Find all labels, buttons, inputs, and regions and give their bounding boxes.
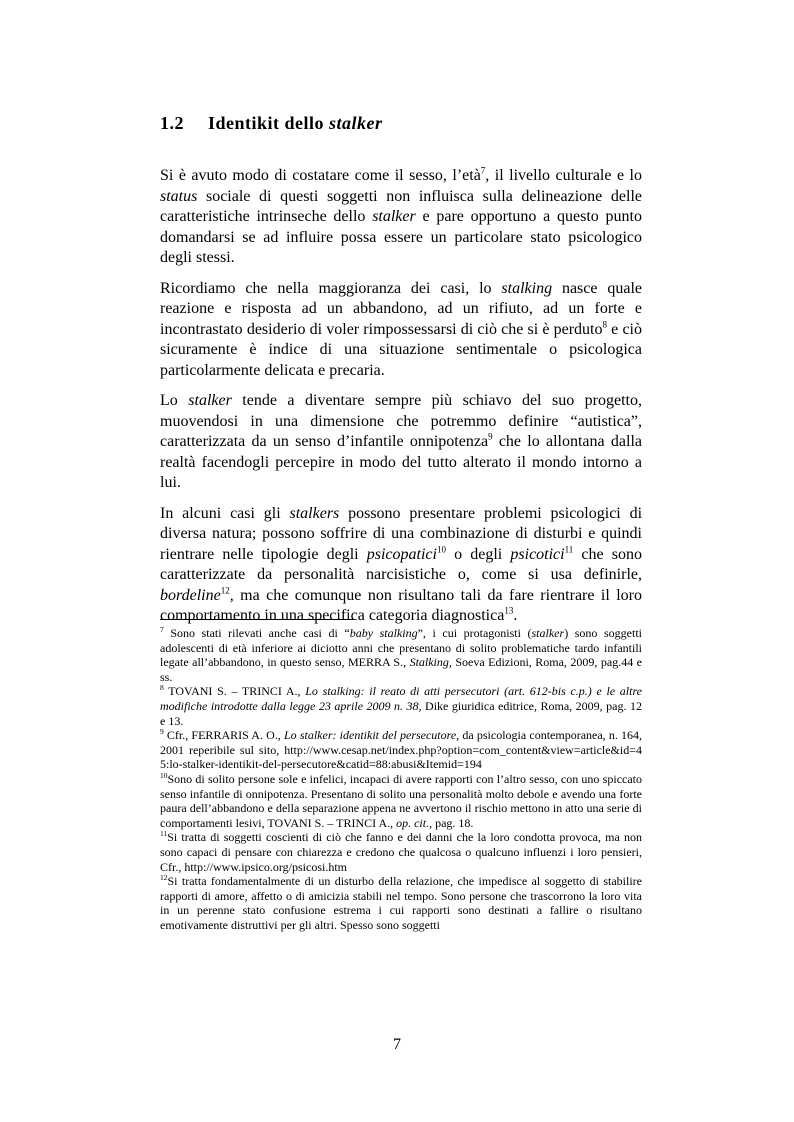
footnote-9: $^9$ Cfr., FERRARIS A. O., Lo stalker: identikit del persecutore, da psicologia contemporanea, n. 164, 2001 reperibile sul sito, http://www.cesap.net/index.php?option=com_content&view=article&id=45:lo-stalker-identikit-del-persecutore&catid=88:abusi&Itemid=194 — [160, 727, 643, 772]
footnote-ref: 7 — [480, 165, 486, 176]
paragraph: Ricordiamo che nella maggioranza dei casi, lo stalking nasce quale reazione e risposta ad un abbandono, ad un rifiuto, ad un forte e incontrastato desiderio di voler rimpossessarsi di ciò che si è perduto$^8$ e ciò sicuramente è indice di una situazione sentimentale o psicologica particolarmente delicata e precaria. — [160, 279, 642, 379]
footnote-ref: 11 — [564, 544, 574, 555]
section-number: 1.2 — [160, 113, 184, 133]
paragraph: Si è avuto modo di costatare come il sesso, l’età$^7$, il livello culturale e lo status sociale di questi soggetti non influisca sulla delineazione delle caratteristiche intrinseche dello stalker e pare opportuno a questo punto domandarsi se ad influire possa essere un particolare stato psicologico degli stessi. — [160, 165, 643, 266]
page-number: 7 — [393, 1036, 401, 1053]
body-text — [160, 166, 642, 637]
footnote-ref: 8 — [602, 319, 607, 330]
footnote-10: $^{10}$Sono di solito persone sole e infelici, incapaci di avere rapporti con l’altro sesso, con uno spiccato senso infantile di onnipotenza. Presentano di solito una personalità molto debole e avendo una forte paura dell’abbandono e della separazione appena ne avvertono il rischio mettono in atto una serie di comportamenti lesivi, TOVANI S. – TRINCI A., op. cit., pag. 18. — [160, 770, 642, 830]
footnotes — [160, 626, 642, 932]
footnote-ref: 9 — [488, 431, 493, 442]
footnote-divider — [160, 619, 353, 620]
paragraph: Lo stalker tende a diventare sempre più schiavo del suo progetto, muovendosi in una dimensione che potremmo definire “autistica”, caratterizzata da un senso d’infantile onnipotenza$^9$ che lo allontana dalla realtà facendogli percepire in modo del tutto alterato il mondo intorno a lui. — [160, 392, 643, 491]
footnote-7: $^7$ Sono stati rilevati anche casi di “baby stalking”, i cui protagonisti (stalker) sono soggetti adolescenti di età inferiore ai diciotto anni che presentano di solito problematiche tardo infantili legate all’abbandono, in questo senso, MERRA S., Stalking, Soeva Edizioni, Roma, 2009, pag.44 e ss. — [160, 625, 642, 684]
section-title-text: Identikit dello — [208, 113, 330, 133]
footnote-ref: 13 — [504, 605, 514, 616]
paragraph: In alcuni casi gli stalkers possono presentare problemi psicologici di diversa natura; possono soffrire di una combinazione di disturbi e quindi rientrare nelle tipologie degli psicopatici$^{10}$ o degli psicotici$^{11}$ che sono caratterizzate da personalità narcisistiche o, come si usa definirle, bordeline$^{12}$, ma che comunque non risultano tali da fare rientrare il loro comportamento in una specifica categoria diagnostica$^{13}$. — [160, 504, 643, 624]
section-title-emphasis: stalker — [329, 113, 383, 133]
footnote-ref: 12 — [220, 585, 230, 596]
footnote-8: $^8$ TOVANI S. – TRINCI A., Lo stalking: il reato di atti persecutori (art. 612-bis c.p.) e le altre modifiche introdotte dalla legge 23 aprile 2009 n. 38, Dike giuridica editrice, Roma, 2009, pag. 12 e 13. — [160, 683, 642, 728]
footnote-ref: 10 — [436, 544, 446, 555]
footnote-11: $^{11}$Si tratta di soggetti coscienti di ciò che fanno e dei danni che la loro condotta provoca, ma non sono capaci di pensare con chiarezza e credono che qualcosa o qualcuno influenzi i loro pensieri, Cfr., http://www.ipsico.org/psicosi.htm — [160, 829, 642, 874]
footnote-12: $^{12}$Si tratta fondamentalmente di un disturbo della relazione, che impedisce al soggetto di stabilire rapporti di amore, affetto o di amicizia stabili nel tempo. Sono persone che trascorrono la loro vita in un perenne stato confusione estrema i cui rapporti sono destinati a fallire o risultano emotivamente distruttivi per gli altri. Spesso sono soggetti — [160, 873, 642, 932]
footnote-url-link[interactable]: http://www.cesap.net/index.php?option=com_content&view=article&id=45:lo-stalker-identikit-del-persecutore&catid=88:abusi&Itemid=194 — [160, 742, 642, 772]
section-heading — [160, 113, 383, 134]
